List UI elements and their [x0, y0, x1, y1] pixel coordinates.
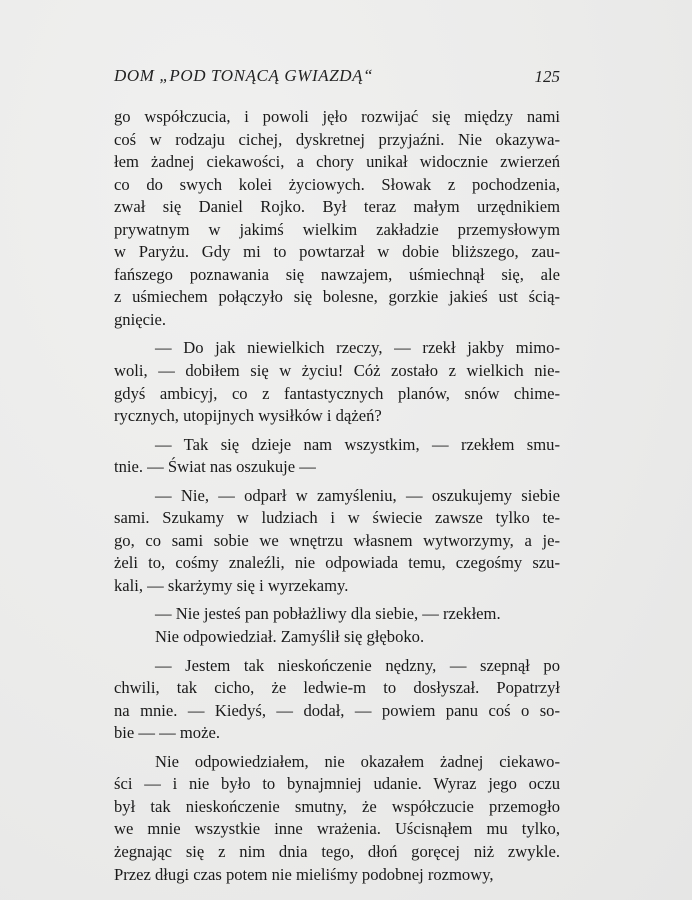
text-line: kali, — skarżymy się i wyrzekamy. — [114, 575, 349, 595]
text-line: sami. Szukamy w ludziach i w świecie zawsze tylko te- — [114, 508, 560, 528]
body-text — [114, 106, 560, 886]
text-line: bie — — może. — [114, 723, 220, 743]
paragraph — [114, 751, 560, 886]
text-line: żeli to, cośmy znaleźli, nie odpowiada temu, czegośmy szu- — [114, 553, 560, 573]
paragraph — [114, 106, 560, 331]
text-line: Nie odpowiedziałem, nie okazałem żadnej ciekawo- — [155, 751, 560, 771]
text-line: żegnając się z nim dnia tego, dłoń goręcej niż zwykle. — [114, 841, 560, 861]
text-line: woli, — dobiłem się w życiu! Cóż zostało z wielkich nie- — [114, 361, 560, 381]
text-line: — Jestem tak nieskończenie nędzny, — szepnął po — [155, 655, 560, 675]
text-line: ści — i nie było to bynajmniej udanie. Wyraz jego oczu — [114, 774, 560, 794]
text-line: Przez długi czas potem nie mieliśmy podobnej rozmowy, — [114, 864, 494, 884]
text-line: z uśmiechem połączyło się bolesne, gorzkie jakieś ust ścią- — [114, 287, 560, 307]
paragraph — [114, 485, 560, 598]
text-line: gnięcie. — [114, 309, 167, 329]
text-line: prywatnym w jakimś wielkim zakładzie przemysłowym — [114, 219, 560, 239]
text-line: zwał się Daniel Rojko. Był teraz małym urzędnikiem — [114, 197, 560, 217]
page-header — [114, 66, 560, 90]
paragraph — [114, 626, 560, 649]
paragraph — [114, 434, 560, 479]
text-line: chwili, tak cicho, że ledwie-m to dosłyszał. Popatrzył — [114, 678, 560, 698]
text-line: coś w rodzaju cichej, dyskretnej przyjaźni. Nie okazywa- — [114, 129, 560, 149]
text-line: go, co sami sobie we wnętrzu własnem wytworzymy, a je- — [114, 530, 560, 550]
text-line: Nie odpowiedział. Zamyślił się głęboko. — [155, 627, 425, 647]
paragraph — [114, 655, 560, 745]
text-line: łem żadnej ciekawości, a chory unikał widocznie zwierzeń — [114, 152, 560, 172]
text-line: fańszego poznawania się nawzajem, uśmiechnął się, ale — [114, 264, 560, 284]
text-line: — Nie jesteś pan pobłażliwy dla siebie, — rzekłem. — [155, 604, 501, 624]
text-line: gdyś ambicyj, co z fantastycznych planów, snów chime- — [114, 383, 560, 403]
text-line: na mnie. — Kiedyś, — dodał, — powiem panu coś o so- — [114, 700, 560, 720]
text-line: we mnie wszystkie inne wrażenia. Uścisnąłem mu tylko, — [114, 819, 560, 839]
text-line: — Nie, — odparł w zamyśleniu, — oszukujemy siebie — [155, 485, 560, 505]
paragraph — [114, 603, 560, 626]
text-line: — Do jak niewielkich rzeczy, — rzekł jakby mimo- — [155, 338, 560, 358]
page-number: 125 — [534, 67, 560, 86]
text-line: rycznych, utopijnych wysiłków i dążeń? — [114, 406, 382, 426]
text-line: w Paryżu. Gdy mi to powtarzał w dobie bliższego, zau- — [114, 242, 560, 262]
text-line: tnie. — Świat nas oszukuje — — [114, 457, 316, 477]
text-line: go współczucia, i powoli jęło rozwijać się między nami — [114, 107, 560, 126]
paragraph — [114, 337, 560, 427]
running-title: DOM „POD TONĄCĄ GWIAZDĄ“ — [114, 66, 374, 85]
text-line: co do swych kolei życiowych. Słowak z pochodzenia, — [114, 174, 560, 194]
text-line: — Tak się dzieje nam wszystkim, — rzekłem smu- — [155, 434, 560, 454]
text-line: był tak nieskończenie smutny, że współczucie przemogło — [114, 796, 560, 816]
